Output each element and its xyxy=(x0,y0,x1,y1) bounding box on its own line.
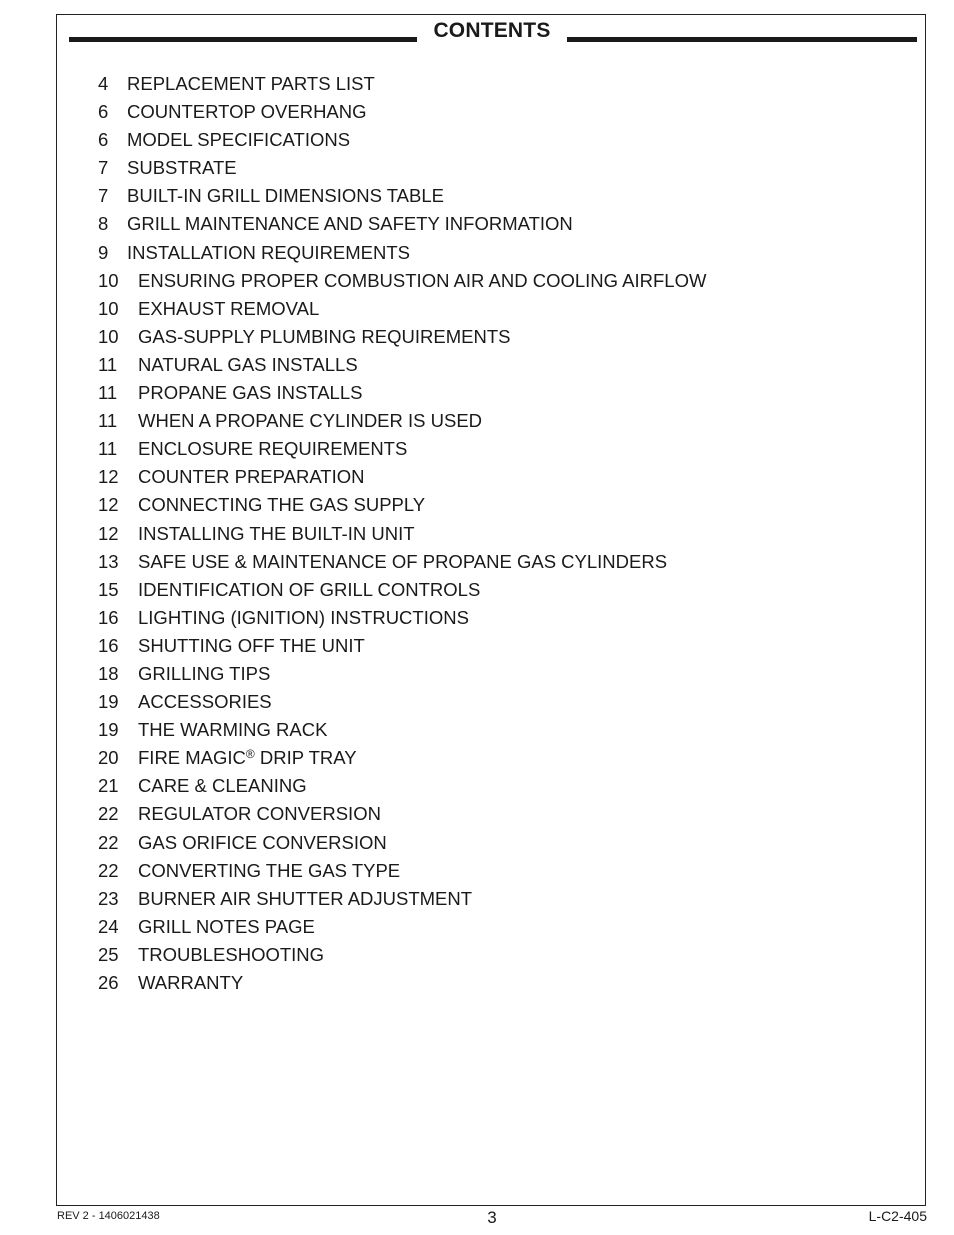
toc-page-number: 26 xyxy=(98,972,119,993)
toc-page-number: 15 xyxy=(98,578,119,600)
toc-entry[interactable] xyxy=(98,379,706,407)
toc-title: REGULATOR CONVERSION xyxy=(138,803,381,825)
toc-page-number: 8 xyxy=(98,213,109,235)
toc-title: SUBSTRATE xyxy=(127,157,237,179)
revision-label: REV 2 - 1406021438 xyxy=(57,1210,160,1222)
toc-page-number: 25 xyxy=(98,943,119,965)
toc-title: GAS ORIFICE CONVERSION xyxy=(138,831,387,853)
toc-title: TROUBLESHOOTING xyxy=(138,943,325,965)
toc-entry[interactable] xyxy=(98,744,706,772)
toc-title: WHEN A PROPANE CYLINDER IS USED xyxy=(138,410,483,432)
toc-title: GRILL NOTES PAGE xyxy=(138,915,315,937)
toc-entry[interactable] xyxy=(98,969,706,997)
toc-entry[interactable] xyxy=(98,660,706,688)
toc-entry[interactable] xyxy=(98,182,706,210)
toc-page-number: 16 xyxy=(98,634,119,656)
toc-title: INSTALLATION REQUIREMENTS xyxy=(127,241,411,263)
toc-entry[interactable] xyxy=(98,210,706,238)
toc-entry[interactable] xyxy=(98,885,706,913)
toc-entry[interactable] xyxy=(98,548,706,576)
toc-title: SHUTTING OFF THE UNIT xyxy=(138,634,365,656)
toc-page-number: 16 xyxy=(98,606,119,628)
toc-page-number: 7 xyxy=(98,185,109,207)
table-of-contents xyxy=(98,70,706,997)
header-rule-right xyxy=(567,37,917,42)
toc-page-number: 10 xyxy=(98,269,119,291)
toc-title: MODEL SPECIFICATIONS xyxy=(127,129,351,151)
toc-entry[interactable] xyxy=(98,913,706,941)
toc-page-number: 12 xyxy=(98,494,119,516)
toc-page-number: 21 xyxy=(98,775,119,797)
document-code: L-C2-405 xyxy=(868,1208,927,1224)
toc-page-number: 19 xyxy=(98,691,119,713)
toc-entry[interactable] xyxy=(98,576,706,604)
toc-entry[interactable] xyxy=(98,941,706,969)
toc-title: CARE & CLEANING xyxy=(138,775,307,797)
toc-page-number: 10 xyxy=(98,325,119,347)
toc-page-number: 19 xyxy=(98,719,119,741)
page-number: 3 xyxy=(487,1208,497,1227)
toc-title: FIRE MAGIC xyxy=(138,747,246,769)
toc-page-number: 10 xyxy=(98,297,119,319)
toc-entry[interactable] xyxy=(98,154,706,182)
toc-page-number: 11 xyxy=(98,353,118,375)
toc-page-number: 22 xyxy=(98,831,119,853)
toc-page-number: 6 xyxy=(98,101,109,123)
toc-title: PROPANE GAS INSTALLS xyxy=(138,382,363,404)
toc-title: CONVERTING THE GAS TYPE xyxy=(138,859,401,881)
toc-page-number: 11 xyxy=(98,382,118,404)
toc-title: GRILLING TIPS xyxy=(138,662,271,684)
toc-entry[interactable] xyxy=(98,800,706,828)
toc-page-number: 24 xyxy=(98,915,119,937)
toc-entry[interactable] xyxy=(98,463,706,491)
toc-entry[interactable] xyxy=(98,632,706,660)
toc-title: ENCLOSURE REQUIREMENTS xyxy=(138,438,408,460)
toc-title: GAS-SUPPLY PLUMBING REQUIREMENTS xyxy=(138,325,511,347)
toc-entry[interactable] xyxy=(98,435,706,463)
toc-page-number: 7 xyxy=(98,157,109,179)
toc-page-number: 13 xyxy=(98,550,119,572)
toc-entry[interactable] xyxy=(98,491,706,519)
toc-title: CONNECTING THE GAS SUPPLY xyxy=(138,494,426,516)
toc-entry[interactable] xyxy=(98,295,706,323)
toc-entry[interactable] xyxy=(98,351,706,379)
toc-title: IDENTIFICATION OF GRILL CONTROLS xyxy=(138,578,481,600)
toc-entry[interactable] xyxy=(98,407,706,435)
toc-title: SAFE USE & MAINTENANCE OF PROPANE GAS CYLINDERS xyxy=(138,550,668,572)
toc-entry[interactable] xyxy=(98,70,706,98)
toc-title: BUILT-IN GRILL DIMENSIONS TABLE xyxy=(127,185,444,207)
toc-title: LIGHTING (IGNITION) INSTRUCTIONS xyxy=(138,606,469,628)
header-rule-left xyxy=(69,37,417,42)
toc-entry[interactable] xyxy=(98,772,706,800)
toc-title: EXHAUST REMOVAL xyxy=(138,297,320,319)
toc-page-number: 23 xyxy=(98,887,119,909)
toc-title: THE WARMING RACK xyxy=(138,719,328,741)
toc-page-number: 11 xyxy=(98,438,118,460)
toc-page-number: 18 xyxy=(98,662,119,684)
toc-entry[interactable] xyxy=(98,98,706,126)
toc-page-number: 22 xyxy=(98,859,119,881)
toc-title: COUNTER PREPARATION xyxy=(138,466,365,488)
toc-title: GRILL MAINTENANCE AND SAFETY INFORMATION xyxy=(127,213,573,235)
toc-page-number: 6 xyxy=(98,129,109,151)
page-title: CONTENTS xyxy=(433,19,551,42)
toc-title: ACCESSORIES xyxy=(138,691,272,713)
toc-page-number: 12 xyxy=(98,466,119,488)
toc-title-rest: DRIP TRAY xyxy=(254,747,357,769)
toc-entry[interactable] xyxy=(98,829,706,857)
toc-title: COUNTERTOP OVERHANG xyxy=(127,101,367,123)
toc-page-number: 4 xyxy=(98,73,109,94)
toc-entry[interactable] xyxy=(98,688,706,716)
toc-title: ENSURING PROPER COMBUSTION AIR AND COOLING AIRFLOW xyxy=(138,269,707,291)
toc-page-number: 22 xyxy=(98,803,119,825)
toc-entry[interactable] xyxy=(98,857,706,885)
toc-entry[interactable] xyxy=(98,126,706,154)
toc-entry[interactable] xyxy=(98,716,706,744)
toc-entry[interactable] xyxy=(98,267,706,295)
registered-mark: ® xyxy=(245,747,255,762)
toc-entry[interactable] xyxy=(98,520,706,548)
toc-page-number: 20 xyxy=(98,747,119,769)
contents-header xyxy=(69,19,917,49)
toc-page-number: 11 xyxy=(98,410,118,432)
toc-title: BURNER AIR SHUTTER ADJUSTMENT xyxy=(138,887,473,909)
toc-title: INSTALLING THE BUILT-IN UNIT xyxy=(138,522,415,544)
toc-page-number: 12 xyxy=(98,522,119,544)
toc-page-number: 9 xyxy=(98,241,109,263)
toc-title: NATURAL GAS INSTALLS xyxy=(138,353,358,375)
toc-entry[interactable] xyxy=(98,604,706,632)
toc-entry[interactable] xyxy=(98,323,706,351)
toc-title: WARRANTY xyxy=(138,972,244,993)
toc-title: REPLACEMENT PARTS LIST xyxy=(127,73,375,94)
toc-entry[interactable] xyxy=(98,239,706,267)
